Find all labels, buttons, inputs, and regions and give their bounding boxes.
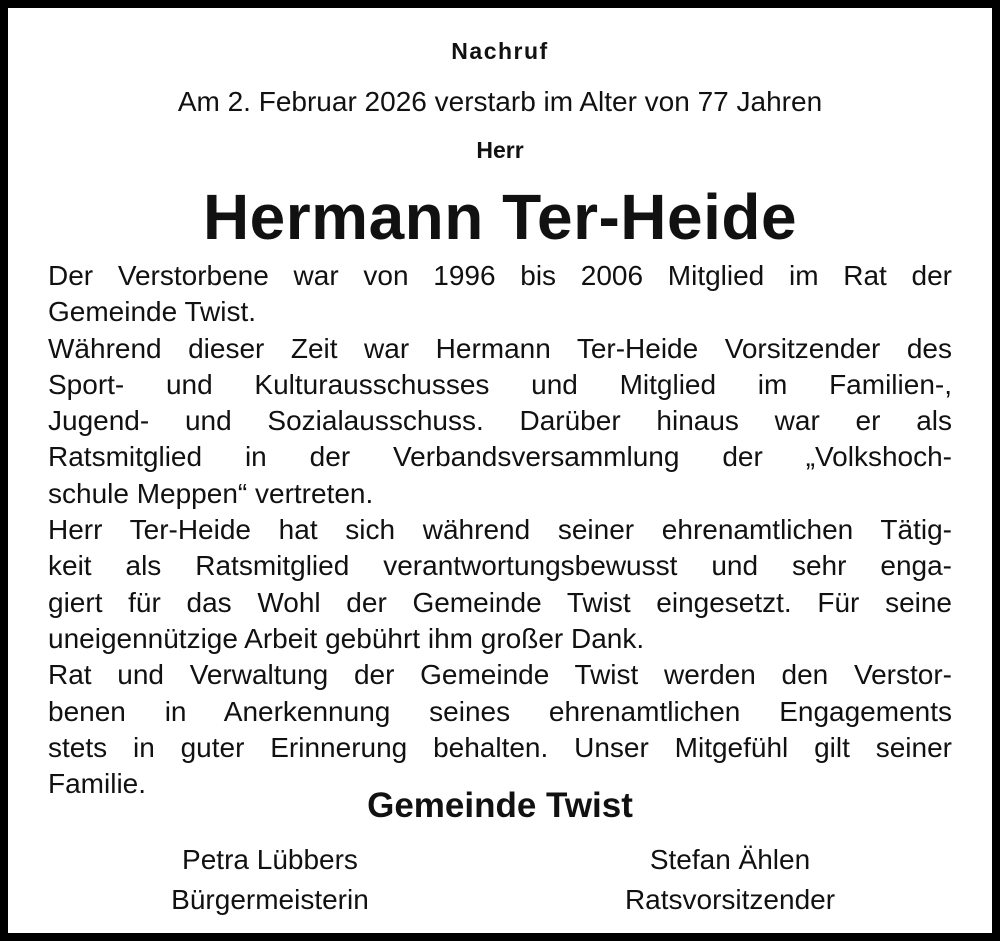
- deceased-name: Hermann Ter-Heide: [202, 181, 798, 253]
- body-line: Sport- und Kulturausschusses und Mitglied im Familien-,: [48, 368, 952, 400]
- body-line: Gemeinde Twist.: [48, 296, 257, 328]
- body-text: [48, 258, 952, 802]
- signatory-name: Stefan Ählen: [649, 844, 811, 875]
- body-line: schule Meppen“ vertreten.: [48, 477, 374, 509]
- body-line: Während dieser Zeit war Hermann Ter-Heide Vorsitzender des: [48, 332, 952, 364]
- body-line: stets in guter Erinnerung behalten. Unser Mitgefühl gilt seiner: [48, 731, 952, 763]
- signatory-role: Bürgermeisterin: [171, 884, 369, 915]
- signatory-role: Ratsvorsitzender: [624, 884, 836, 915]
- body-line: Rat und Verwaltung der Gemeinde Twist werden den Verstor-: [48, 659, 952, 691]
- body-line: Der Verstorbene war von 1996 bis 2006 Mitglied im Rat der: [48, 260, 952, 291]
- body-line: Jugend- und Sozialausschuss. Darüber hinaus war er als: [48, 405, 952, 437]
- intro-text: Am 2. Februar 2026 verstarb im Alter von 77 Jahren: [177, 86, 823, 117]
- body-line: keit als Ratsmitglied verantwortungsbewusst und sehr enga-: [48, 550, 952, 582]
- heading: Nachruf: [451, 38, 549, 64]
- signatory-name: Petra Lübbers: [182, 844, 358, 875]
- body-line: uneigennützige Arbeit gebührt ihm großer Dank.: [48, 622, 645, 654]
- salutation: Herr: [476, 137, 524, 163]
- body-line: Herr Ter-Heide hat sich während seiner ehrenamtlichen Tätig-: [48, 514, 952, 546]
- organization: Gemeinde Twist: [367, 786, 633, 825]
- body-line: giert für das Wohl der Gemeinde Twist eingesetzt. Für seine: [48, 586, 952, 618]
- body-line: Familie.: [48, 768, 147, 800]
- body-line: Ratsmitglied in der Verbandsversammlung der „Volkshoch-: [48, 441, 952, 473]
- signatory-1: [70, 840, 470, 920]
- signatory-2: [530, 840, 930, 920]
- body-line: benen in Anerkennung seines ehrenamtlichen Engagements: [48, 695, 952, 727]
